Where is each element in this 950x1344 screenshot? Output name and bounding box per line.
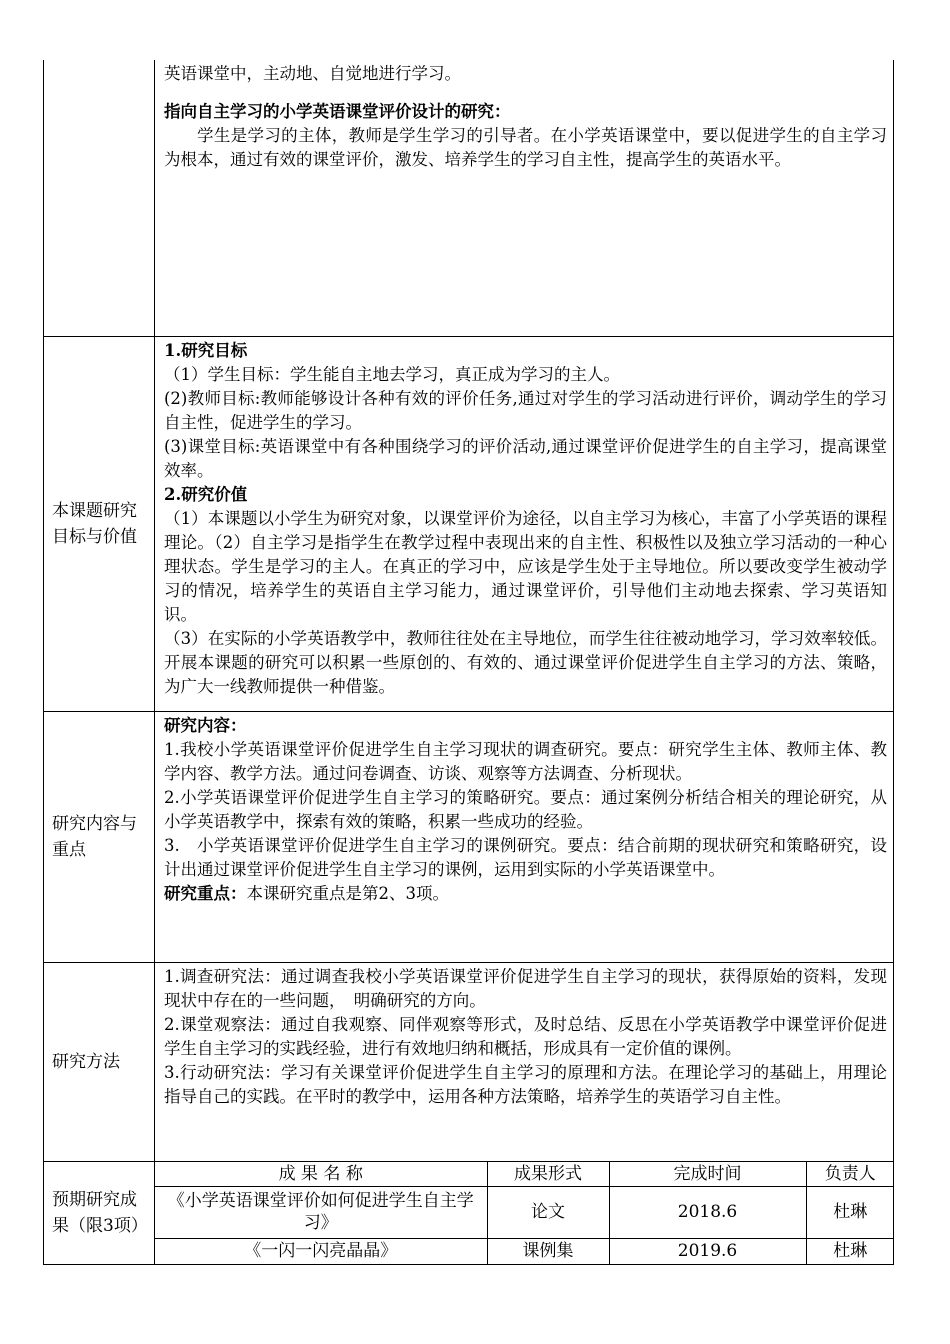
header-owner: 负责人 — [806, 1162, 894, 1186]
value-text-2: （3）在实际的小学英语教学中，教师往往处在主导地位，而学生往往被动地学习，学习效率较低。开展本课题的研究可以积累一些原创的、有效的、通过课堂评价促进学生自主学习的方法、策略，为广大一线教师提供一种借鉴。 — [164, 629, 887, 696]
methods-body — [155, 963, 894, 1162]
result-form: 论文 — [487, 1186, 609, 1238]
background-content — [155, 60, 894, 337]
content-item-3: 3. 小学英语课堂评价促进学生自主学习的课例研究。要点：结合前期的现状研究和策略研究，设计出通过课堂评价促进学生自主学习的课例，运用到实际的小学英语课堂中。 — [164, 836, 887, 879]
result-name: 《一闪一闪亮晶晶》 — [155, 1238, 487, 1264]
classroom-goal: (3)课堂目标:英语课堂中有各种围绕学习的评价活动,通过课堂评价促进学生的自主学习，提高课堂效率。 — [164, 437, 887, 480]
student-goal: （1）学生目标：学生能自主地去学习，真正成为学习的主人。 — [164, 365, 620, 384]
results-table — [155, 1162, 894, 1264]
results-header-row — [155, 1162, 894, 1186]
goals-row — [44, 337, 894, 712]
research-paragraph: 学生是学习的主体，教师是学生学习的引导者。在小学英语课堂中，要以促进学生的自主学习为根本，通过有效的课堂评价，激发、培养学生的学习自主性，提高学生的英语水平。 — [164, 126, 887, 169]
value-heading: 2.研究价值 — [164, 485, 248, 504]
header-time: 完成时间 — [609, 1162, 806, 1186]
background-label — [44, 60, 155, 337]
content-item-2: 2.小学英语课堂评价促进学生自主学习的策略研究。要点：通过案例分析结合相关的理论研究，从小学英语教学中，探索有效的策略，积累一些成功的经验。 — [164, 788, 887, 831]
result-owner: 杜琳 — [806, 1186, 894, 1238]
results-row-1 — [155, 1186, 894, 1238]
application-form-table — [43, 60, 894, 1265]
value-text-1: （1）本课题以小学生为研究对象，以课堂评价为途径，以自主学习为核心，丰富了小学英语的课程理论。（2）自主学习是指学生在教学过程中表现出来的自主性、积极性以及独立学习活动的一种心理状态。学生是学习的主人。在真正的学习中，应该是学生处于主导地位。所以要改变学生被动学习的情况，培养学生的英语自主学习能力，通过课堂评价，引导他们主动地去探索、学习英语知识。 — [164, 509, 887, 624]
content-heading: 研究内容： — [164, 716, 247, 735]
background-row — [44, 60, 894, 337]
goals-label: 本课题研究目标与价值 — [44, 337, 155, 712]
method-3: 3.行动研究法：学习有关课堂评价促进学生自主学习的原理和方法。在理论学习的基础上，用理论指导自己的实践。在平时的教学中，运用各种方法策略，培养学生的英语学习自主性。 — [164, 1063, 887, 1106]
focus-label: 研究重点： — [164, 884, 247, 903]
content-item-1: 1.我校小学英语课堂评价促进学生自主学习现状的调查研究。要点：研究学生主体、教师主体、教学内容、教学方法。通过问卷调查、访谈、观察等方法调查、分析现状。 — [164, 740, 887, 783]
goals-content — [155, 337, 894, 712]
content-body — [155, 712, 894, 963]
header-form: 成果形式 — [487, 1162, 609, 1186]
content-row — [44, 712, 894, 963]
content-label: 研究内容与重点 — [44, 712, 155, 963]
teacher-goal: (2)教师目标:教师能够设计各种有效的评价任务,通过对学生的学习活动进行评价，调动学生的学习自主性，促进学生的学习。 — [164, 389, 887, 432]
continuation-text: 英语课堂中，主动地、自觉地进行学习。 — [164, 64, 461, 83]
methods-row — [44, 963, 894, 1162]
result-owner: 杜琳 — [806, 1238, 894, 1264]
result-time: 2019.6 — [609, 1238, 806, 1264]
method-1: 1.调查研究法：通过调查我校小学英语课堂评价促进学生自主学习的现状，获得原始的资料，发现现状中存在的一些问题， 明确研究的方向。 — [164, 967, 887, 1010]
research-focus — [164, 882, 887, 906]
header-name: 成 果 名 称 — [155, 1162, 487, 1186]
result-name: 《小学英语课堂评价如何促进学生自主学习》 — [155, 1186, 487, 1238]
results-row-2 — [155, 1238, 894, 1264]
results-label: 预期研究成果（限3项） — [44, 1162, 155, 1265]
goals-heading: 1.研究目标 — [164, 341, 248, 360]
results-cell — [155, 1162, 894, 1265]
result-form: 课例集 — [487, 1238, 609, 1264]
focus-text: 本课研究重点是第2、3项。 — [246, 884, 449, 903]
result-time: 2018.6 — [609, 1186, 806, 1238]
research-subheading: 指向自主学习的小学英语课堂评价设计的研究： — [164, 102, 511, 121]
methods-label: 研究方法 — [44, 963, 155, 1162]
method-2: 2.课堂观察法：通过自我观察、同伴观察等形式，及时总结、反思在小学英语教学中课堂评价促进学生自主学习的实践经验，进行有效地归纳和概括，形成具有一定价值的课例。 — [164, 1015, 887, 1058]
results-row — [44, 1162, 894, 1265]
